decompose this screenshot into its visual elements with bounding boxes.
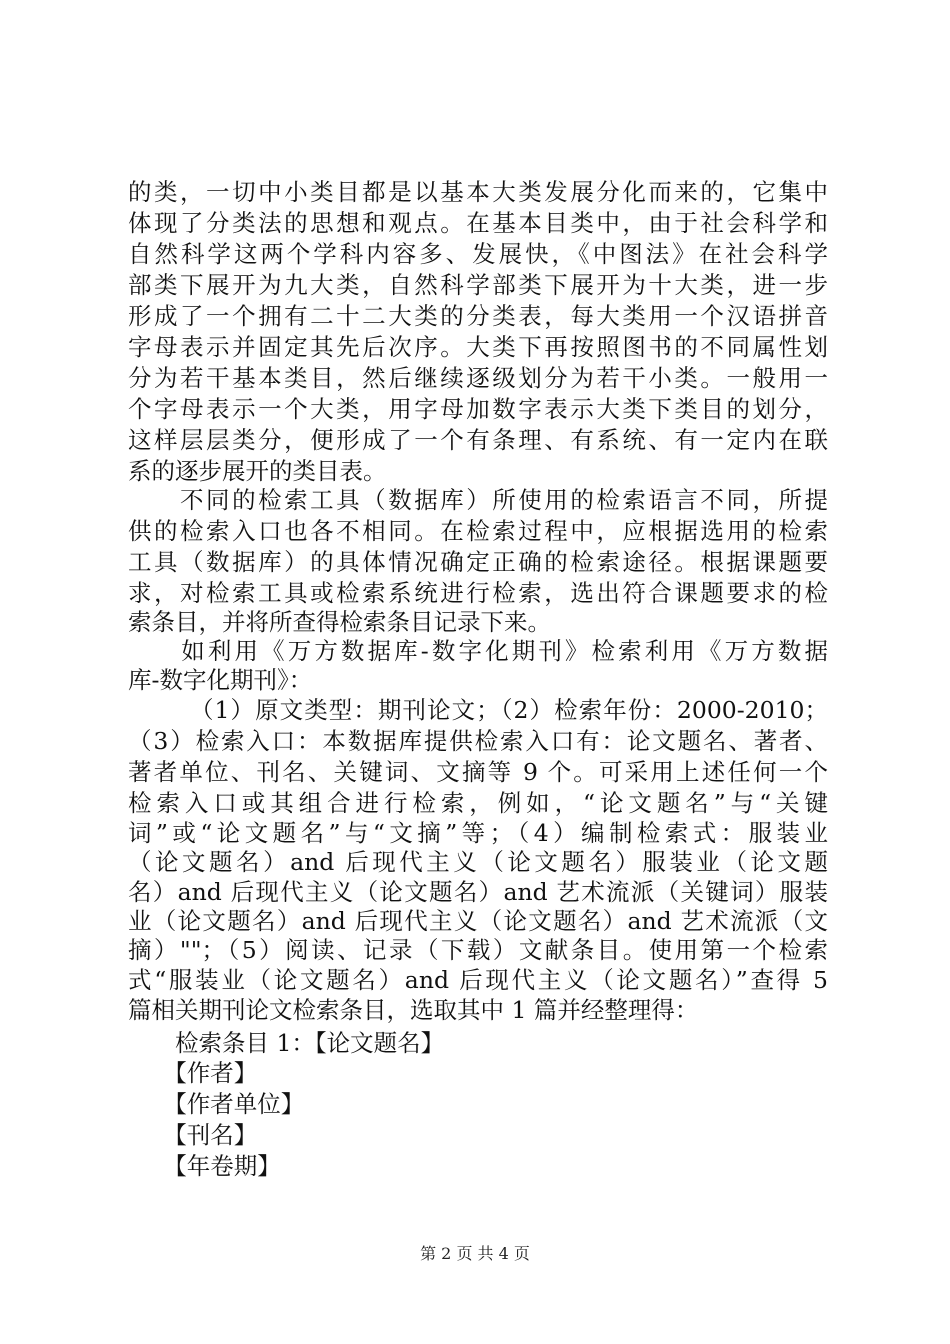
text-line: 分为若干基本类目，然后继续逐级划分为若干小类。一般用一 [128,364,828,392]
text-line: 索条目，并将所查得检索条目记录下来。 [128,608,551,636]
text-line: 字母表示并固定其先后次序。大类下再按照图书的不同属性划 [128,333,828,361]
text-line: 【作者】 [128,1059,258,1087]
text-line: （论文题名）and 后现代主义（论文题名）服装业（论文题 [128,848,828,876]
text-line: 名）and 后现代主义（论文题名）and 艺术流派（关键词）服装 [128,878,828,906]
text-line: 工具（数据库）的具体情况确定正确的检索途径。根据课题要 [128,548,828,576]
text-line: 部类下展开为九大类，自然科学部类下展开为十大类，进一步 [128,271,828,299]
text-line: （1）原文类型：期刊论文；（2）检索年份：2000-2010； [128,696,828,724]
text-line: 式“服装业（论文题名）and 后现代主义（论文题名）”查得 5 [128,966,828,994]
page-footer: 第 2 页 共 4 页 [420,1244,530,1263]
text-line: 自然科学这两个学科内容多、发展快，《中图法》在社会科学 [128,240,828,268]
text-line: 体现了分类法的思想和观点。在基本目类中，由于社会科学和 [128,209,828,237]
text-line: 【刊名】 [128,1121,258,1149]
text-line: 库-数字化期刊》： [128,666,313,694]
text-line: 著者单位、刊名、关键词、文摘等 9 个。可采用上述任何一个 [128,758,828,786]
text-line: 检索条目 1：【论文题名】 [128,1029,445,1057]
text-line: 【年卷期】 [128,1152,281,1180]
text-line: 【作者单位】 [128,1090,305,1118]
text-line: 求，对检索工具或检索系统进行检索，选出符合课题要求的检 [128,579,828,607]
text-line: （3）检索入口：本数据库提供检索入口有：论文题名、著者、 [128,727,828,755]
text-line: 词”或“论文题名”与“文摘”等；（4）编制检索式：服装业 [128,819,828,847]
text-line: 检索入口或其组合进行检索，例如，“论文题名”与“关键 [128,789,828,817]
text-line: 篇相关期刊论文检索条目，选取其中 1 篇并经整理得： [128,996,699,1024]
text-line: 供的检索入口也各不相同。在检索过程中，应根据选用的检索 [128,517,828,545]
text-line: 的类，一切中小类目都是以基本大类发展分化而来的，它集中 [128,178,828,206]
text-line: 业（论文题名）and 后现代主义（论文题名）and 艺术流派（文 [128,907,828,935]
text-line: 如利用《万方数据库-数字化期刊》检索利用《万方数据 [128,637,828,665]
text-line: 形成了一个拥有二十二大类的分类表，每大类用一个汉语拼音 [128,302,828,330]
text-line: 系的逐步展开的类目表。 [128,457,387,485]
text-line: 个字母表示一个大类，用字母加数字表示大类下类目的划分， [128,395,828,423]
text-line: 摘）""；（5）阅读、记录（下载）文献条目。使用第一个检索 [128,936,828,964]
text-line: 不同的检索工具（数据库）所使用的检索语言不同，所提 [128,486,828,514]
text-line: 这样层层类分，便形成了一个有条理、有系统、有一定内在联 [128,426,828,454]
